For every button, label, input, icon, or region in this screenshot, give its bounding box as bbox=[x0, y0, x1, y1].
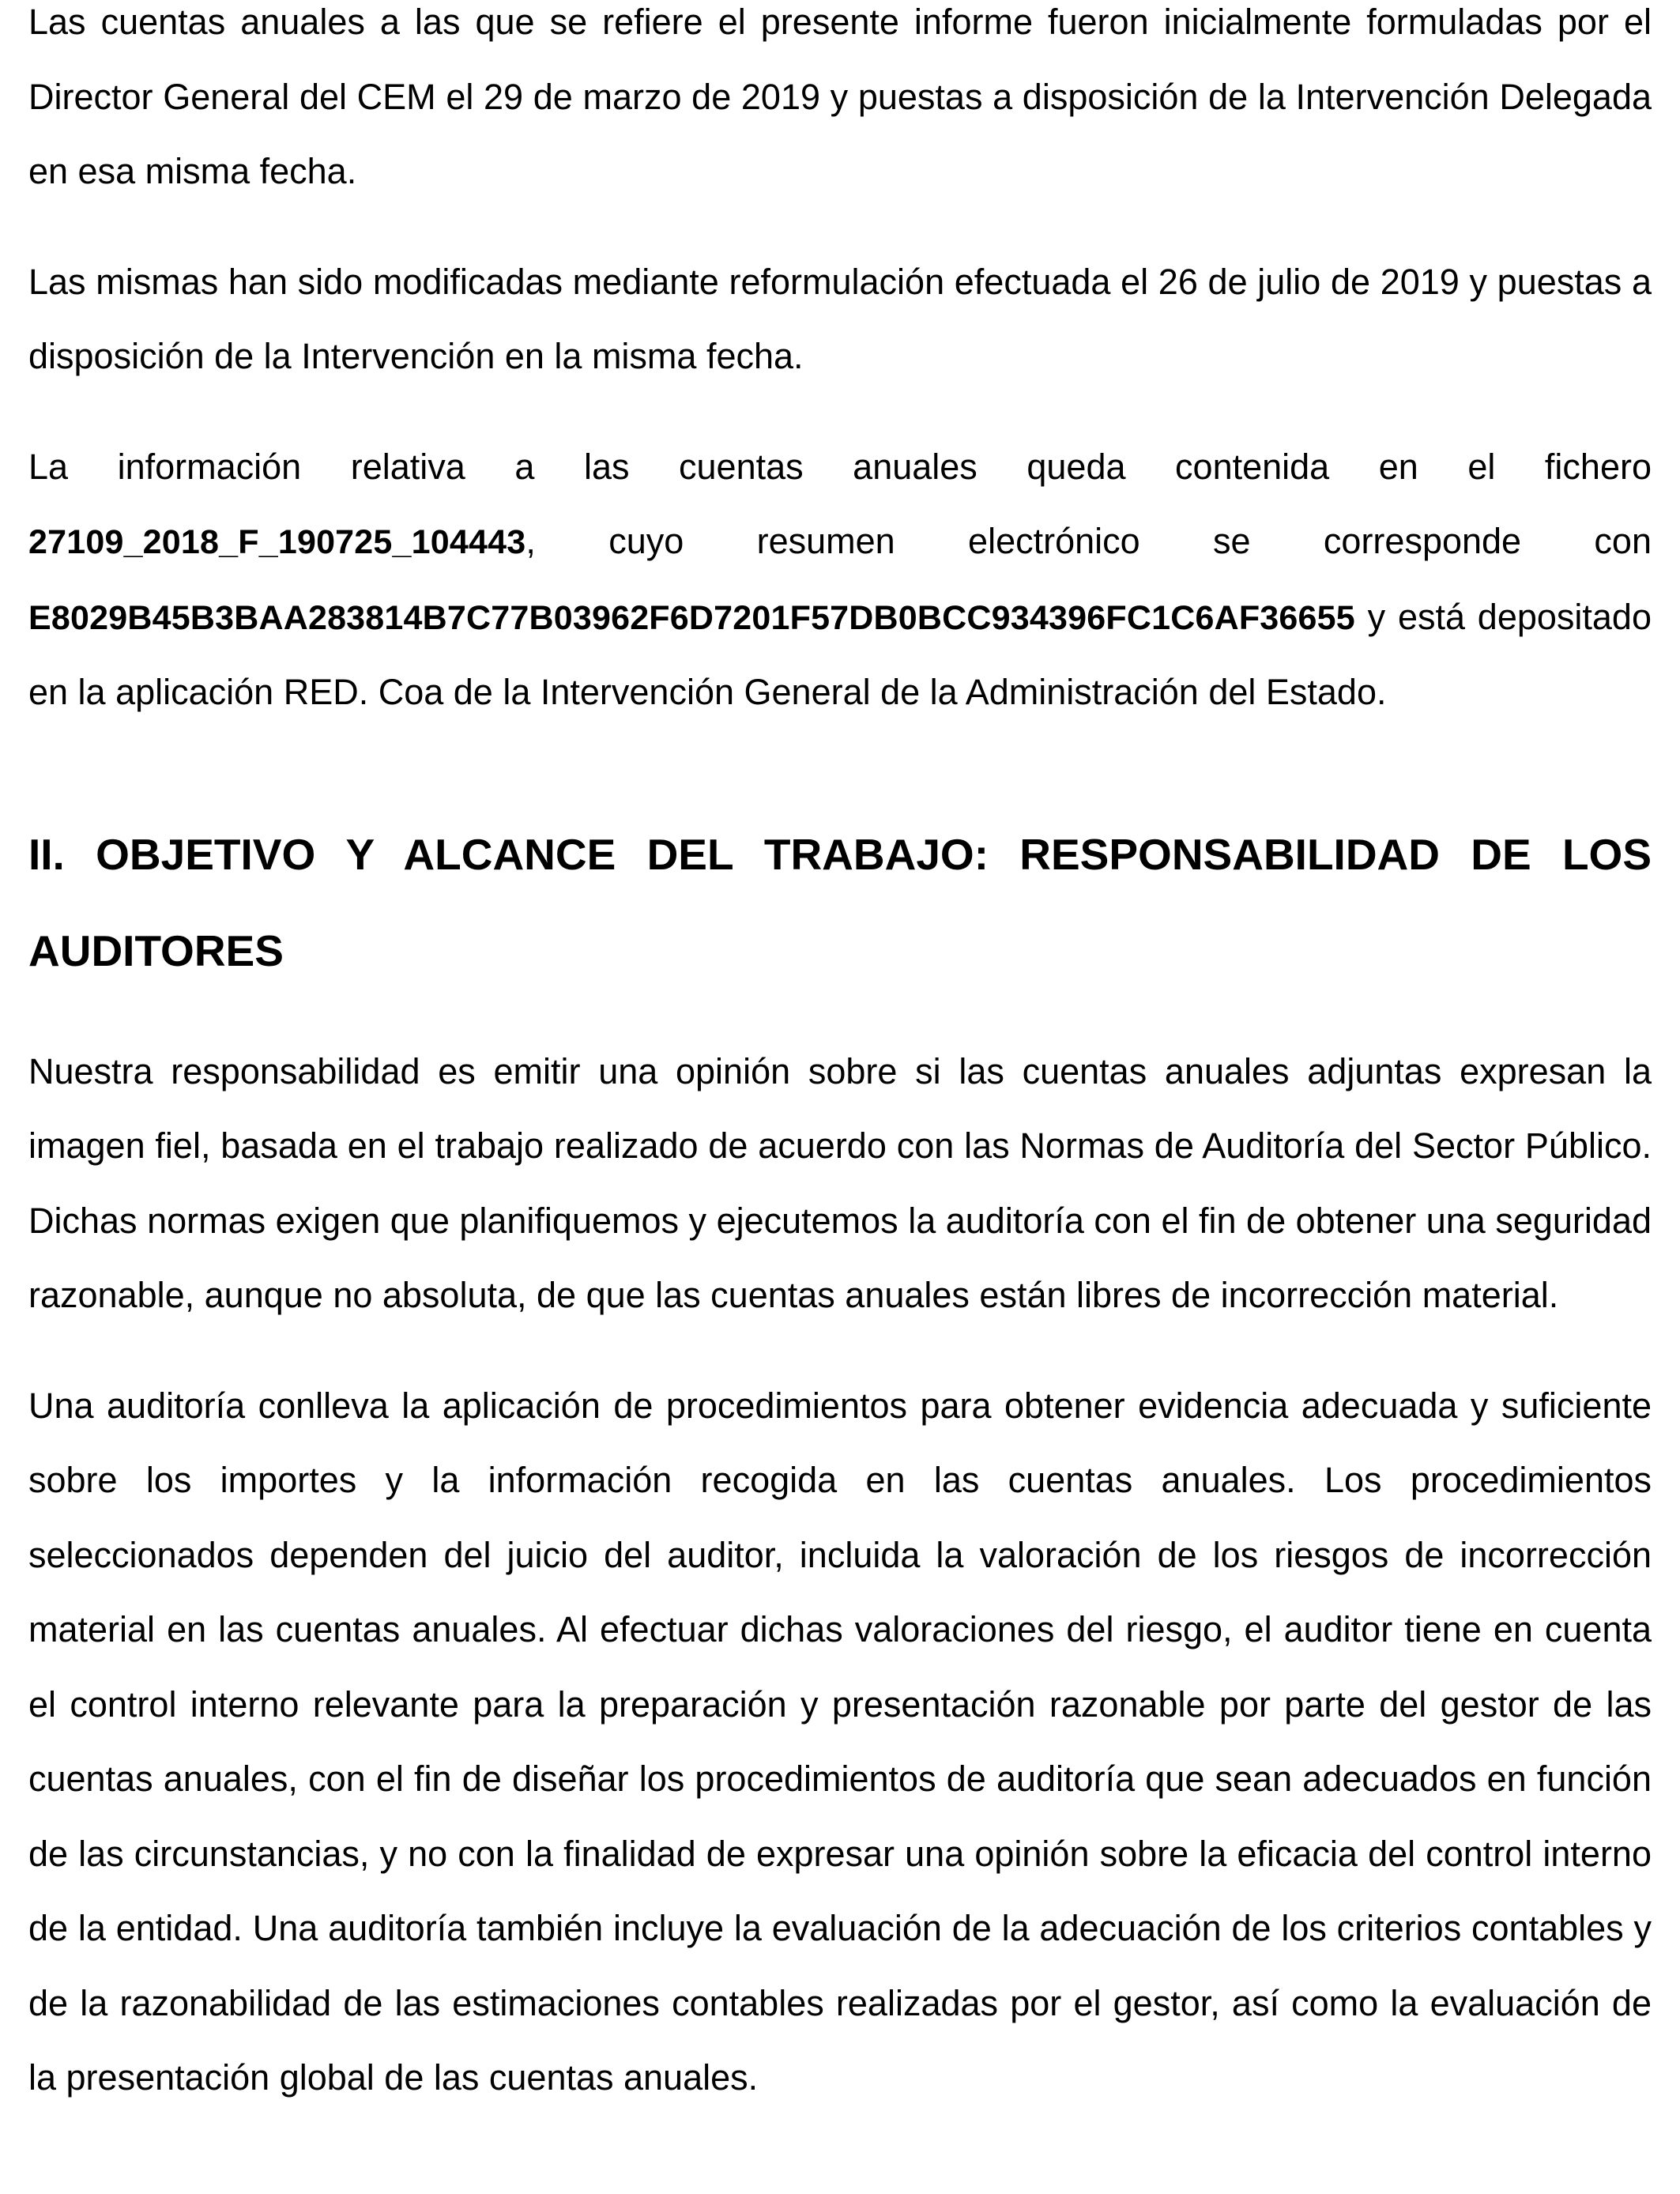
section-heading bbox=[28, 806, 1652, 999]
document-page bbox=[28, 0, 1652, 2116]
file-info-text-start: La información relativa a las cuentas anuales queda contenida en el fichero bbox=[28, 446, 1652, 487]
paragraph-audit-procedures: Una auditoría conlleva la aplicación de procedimientos para obtener evidencia adecuada y suficiente sobre los importes y la información recogida en las cuentas anuales. Los procedimientos seleccionados dependen del juicio del auditor, incluida la valoración de los riesgos de incorrección material en las cuentas anuales. Al efectuar dichas valoraciones del riesgo, el auditor tiene en cuenta el control interno relevante para la preparación y presentación razonable por parte del gestor de las cuentas anuales, con el fin de diseñar los procedimientos de auditoría que sean adecuados en función de las circunstancias, y no con la finalidad de expresar una opinión sobre la eficacia del control interno de la entidad. Una auditoría también incluye la evaluación de la adecuación de los criterios contables y de la razonabilidad de las estimaciones contables realizadas por el gestor, así como la evaluación de la presentación global de las cuentas anuales. bbox=[28, 1385, 1652, 2098]
paragraph-reformulation: Las mismas han sido modificadas mediante reformulación efectuada el 26 de julio de 2019 y puestas a disposición de la Intervención en la misma fecha. bbox=[28, 261, 1652, 376]
file-info-text-middle: , cuyo resumen electrónico se corresponde con bbox=[525, 521, 1652, 561]
paragraph-file-info bbox=[28, 430, 1652, 730]
file-info-text-end: y está depositado en la aplicación RED. Coa de la Intervención General de la Administración del Estado. bbox=[28, 596, 1652, 712]
electronic-hash: E8029B45B3BAA283814B7C77B03962F6D7201F57DB0BCC934396FC1C6AF36655 bbox=[28, 598, 1355, 637]
section-heading-line1: II. OBJETIVO Y ALCANCE DEL TRABAJO: RESPONSABILIDAD DE LOS bbox=[28, 829, 1652, 879]
paragraph-formulation: Las cuentas anuales a las que se refiere el presente informe fueron inicialmente formuladas por el Director General del CEM el 29 de marzo de 2019 y puestas a disposición de la Intervención Delegada en esa misma fecha. bbox=[28, 2, 1652, 191]
section-heading-wrap bbox=[28, 806, 1652, 999]
paragraph-responsibility: Nuestra responsabilidad es emitir una opinión sobre si las cuentas anuales adjuntas expresan la imagen fiel, basada en el trabajo realizado de acuerdo con las Normas de Auditoría del Sector Público. Dichas normas exigen que planifiquemos y ejecutemos la auditoría con el fin de obtener una seguridad razonable, aunque no absoluta, de que las cuentas anuales están libres de incorrección material. bbox=[28, 1050, 1652, 1315]
file-name: 27109_2018_F_190725_104443 bbox=[28, 523, 526, 561]
section-heading-line2: AUDITORES bbox=[28, 925, 284, 975]
